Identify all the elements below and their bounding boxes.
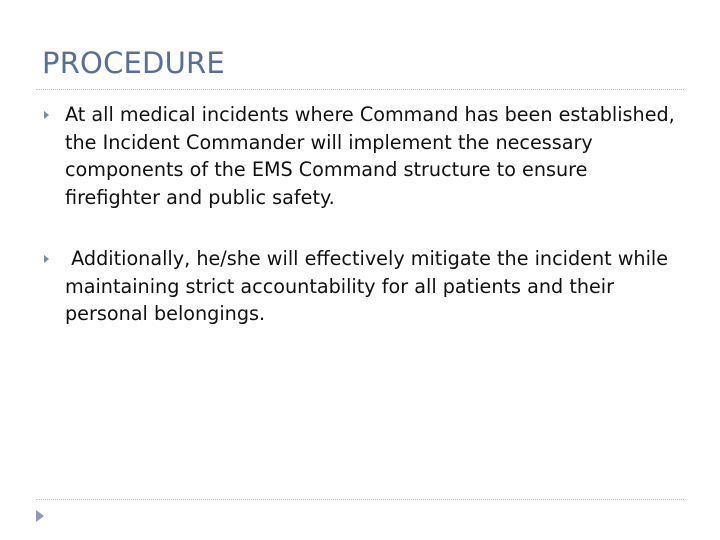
triangle-bullet-icon (44, 255, 49, 263)
footer-divider (36, 499, 684, 500)
title-divider (36, 89, 684, 90)
triangle-right-icon[interactable] (36, 510, 44, 522)
slide-body (44, 101, 684, 328)
slide-title: PROCEDURE (42, 46, 225, 80)
bullet-item (44, 101, 684, 211)
bullet-text: At all medical incidents where Command has been established, the Incident Commander will implement the necessary components of the EMS Command structure to ensure firefighter and public safety. (65, 103, 675, 209)
bullet-item (44, 245, 684, 328)
bullet-text: Additionally, he/she will effectively mitigate the incident while maintaining strict accountability for all patients and their personal belongings. (65, 247, 675, 325)
triangle-bullet-icon (44, 111, 49, 119)
